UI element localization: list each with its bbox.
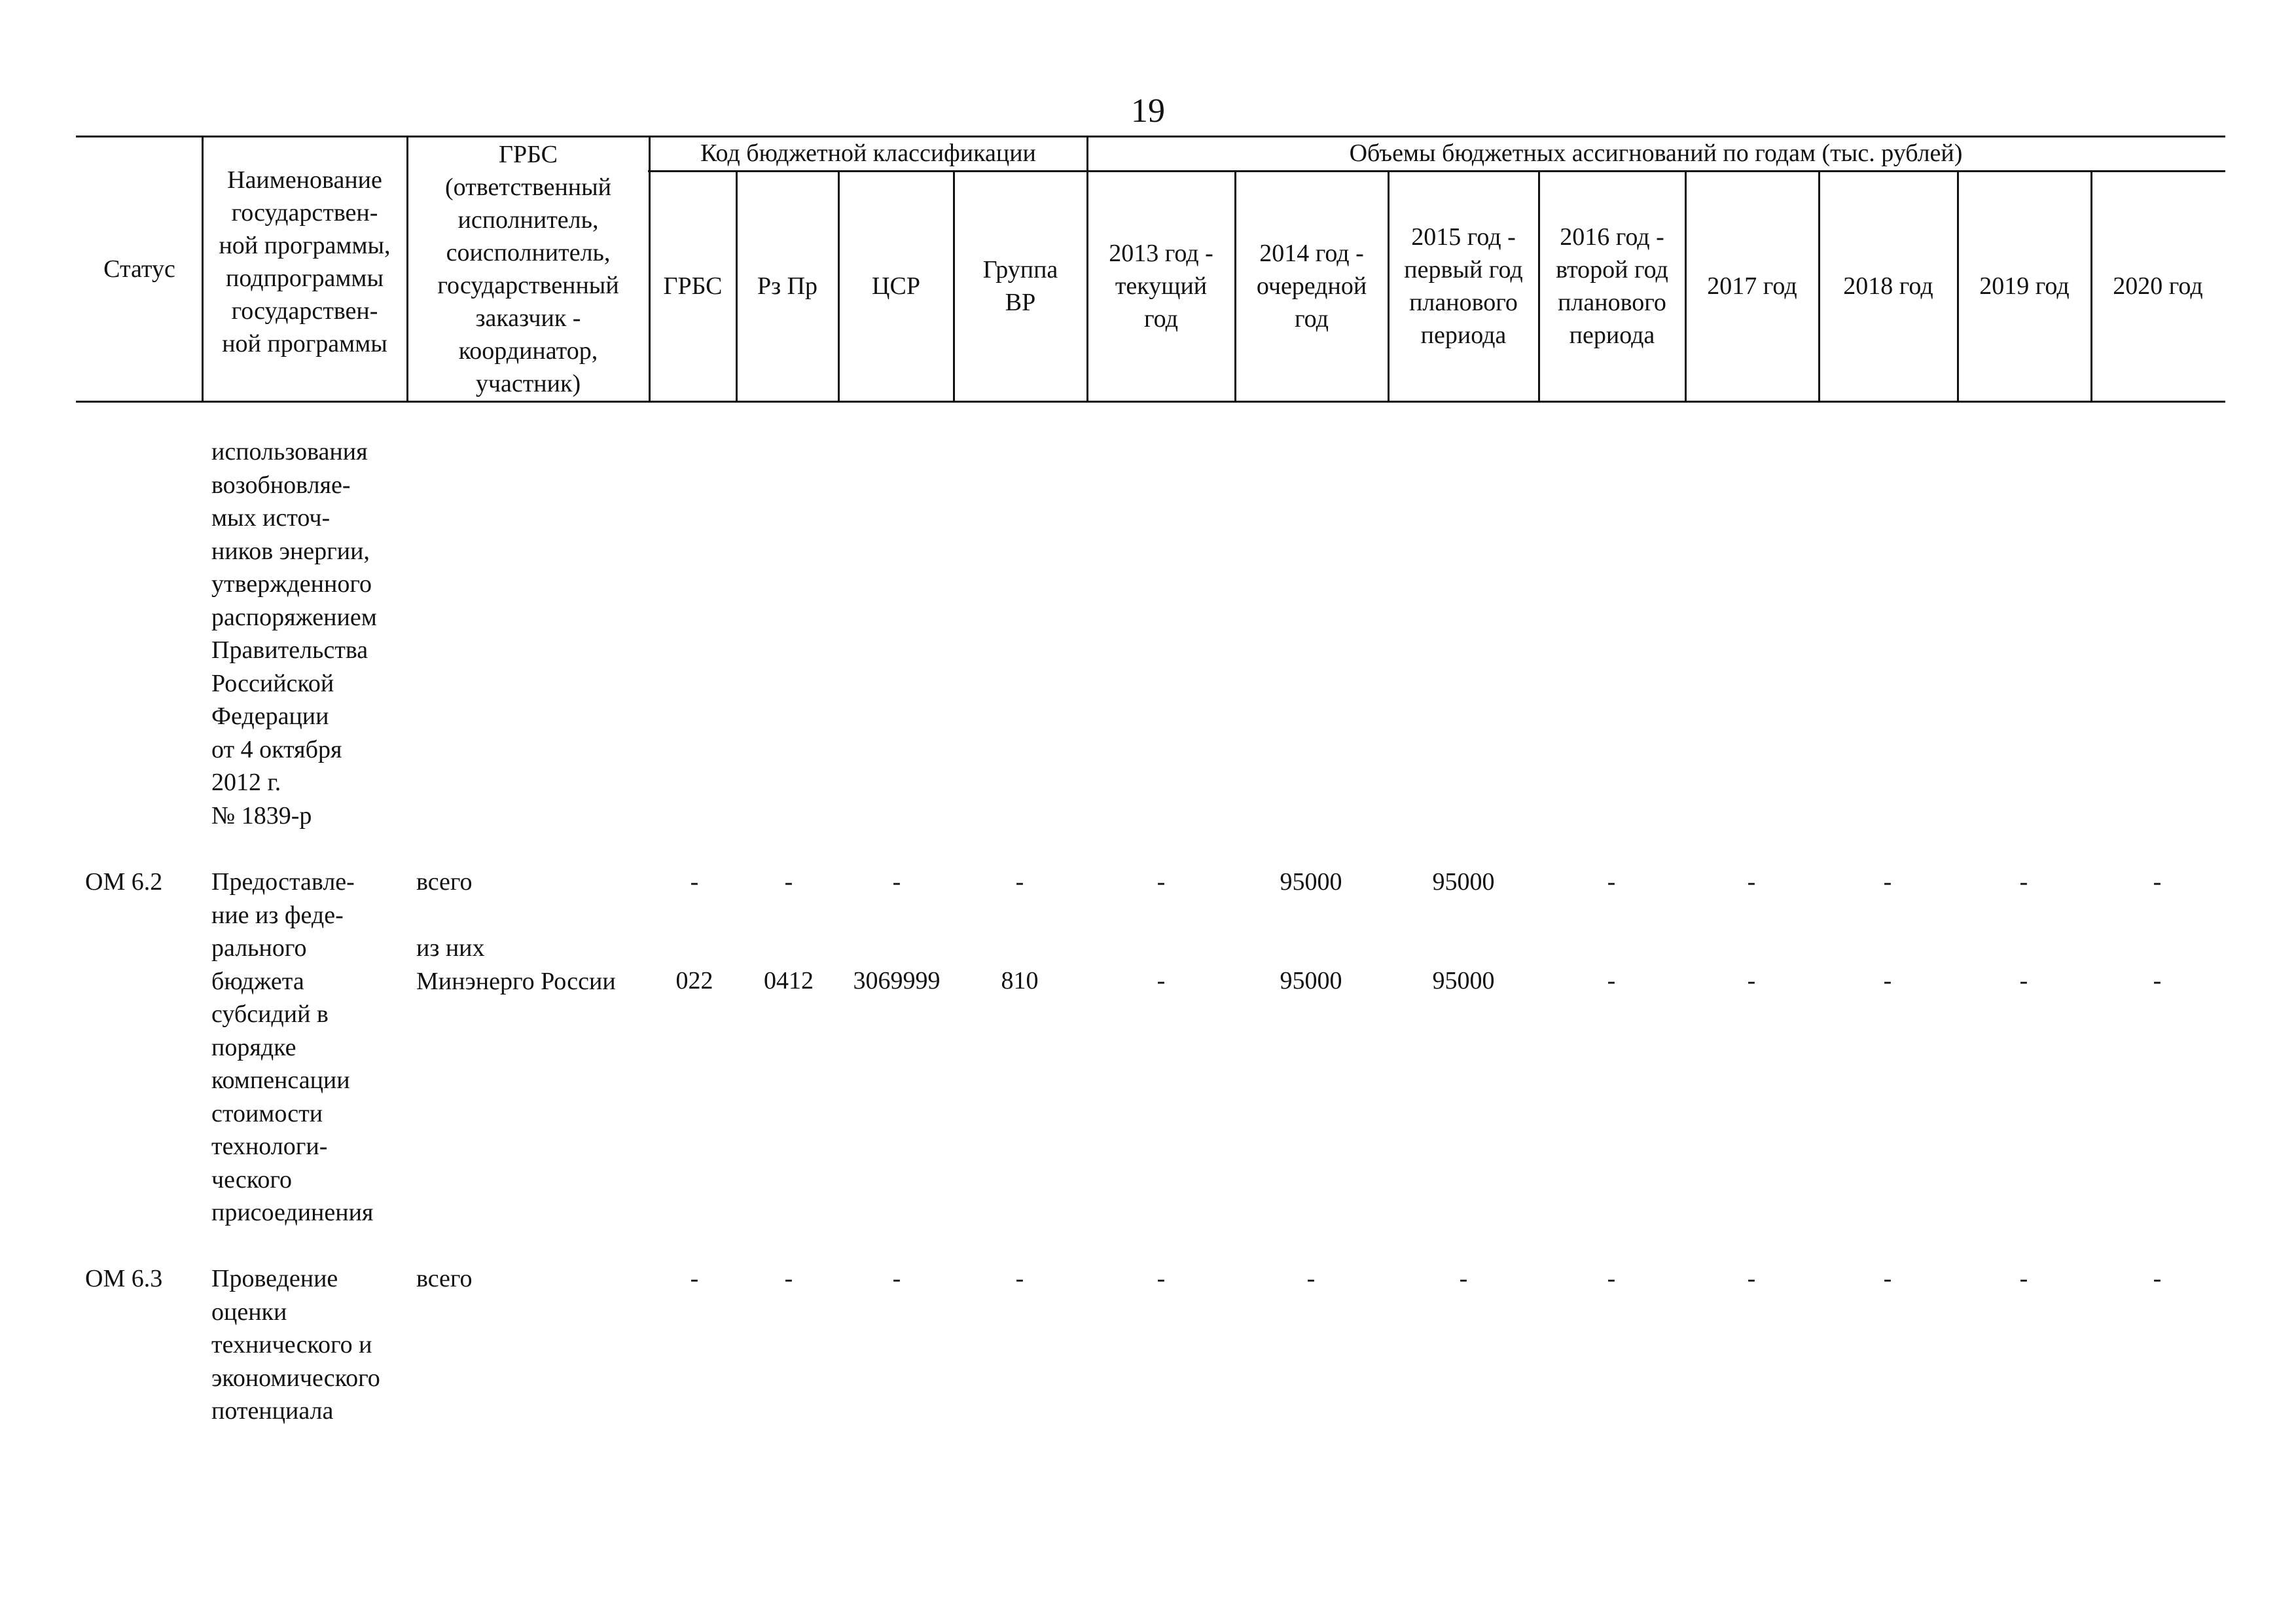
code-rzpr: - (784, 868, 793, 896)
header-budget-code-group: Код бюджетной классификации (700, 139, 1036, 167)
value-2016: - (1607, 1265, 1616, 1292)
code-vr: - (1015, 868, 1024, 896)
code-vr: 810 (1001, 967, 1039, 994)
code-csr: - (892, 868, 901, 896)
code-rzpr: - (784, 1265, 793, 1292)
value-2015: 95000 (1432, 868, 1495, 896)
header-code-grbs: ГРБС (663, 272, 723, 300)
row-status: ОМ 6.3 (85, 1265, 163, 1292)
value-2013: - (1157, 868, 1166, 896)
value-2020: - (2153, 868, 2162, 896)
header-appropriations-group: Объемы бюджетных ассигнований по годам (тыс. рублей) (1349, 139, 1963, 167)
value-2020: - (2153, 967, 2162, 994)
grbs-label-total: всего (416, 868, 473, 896)
header-code-csr: ЦСР (872, 272, 920, 300)
value-2016: - (1607, 967, 1616, 994)
value-2015: 95000 (1432, 967, 1495, 994)
header-year-2014: 2014 год - очередной год (1256, 240, 1367, 333)
header-year-2015: 2015 год - первый год планового периода (1404, 223, 1523, 349)
header-year-2013: 2013 год - текущий год (1109, 240, 1213, 333)
value-2014: 95000 (1280, 868, 1342, 896)
header-year-2018: 2018 год (1843, 272, 1933, 300)
row-program-name: Предоставле- ние из феде- рального бюджета субсидий в порядке компенсации стоимости технологи- ческого присоединения (211, 868, 374, 1226)
row-program-name: Проведение оценки технического и экономического потенциала (211, 1265, 380, 1425)
value-2014: 95000 (1280, 967, 1342, 994)
value-2013: - (1157, 1265, 1166, 1292)
page-number: 19 (1131, 92, 1165, 130)
value-2014: - (1306, 1265, 1316, 1292)
value-2020: - (2153, 1265, 2162, 1292)
code-grbs: - (690, 1265, 699, 1292)
value-2019: - (2019, 1265, 2028, 1292)
value-2019: - (2019, 967, 2028, 994)
grbs-label-ministry: из них Минэнерго России (416, 934, 616, 995)
code-csr: 3069999 (853, 967, 941, 994)
code-csr: - (892, 1265, 901, 1292)
header-grbs-responsible: ГРБС (ответственный исполнитель, соисполнитель, государственный заказчик - координатор, участник) (437, 141, 619, 397)
header-status: Статус (103, 255, 175, 283)
value-2017: - (1747, 1265, 1756, 1292)
value-2019: - (2019, 868, 2028, 896)
header-code-vr-group: Группа ВР (982, 256, 1058, 316)
value-2013: - (1157, 967, 1166, 994)
header-program-name: Наименование государствен- ной программы, подпрограммы государствен- ной программы (219, 166, 391, 357)
value-2016: - (1607, 868, 1616, 896)
value-2018: - (1883, 967, 1892, 994)
code-grbs: - (690, 868, 699, 896)
value-2018: - (1883, 868, 1892, 896)
continuation-text: использования возобновляе- мых источ- ников энергии, утвержденного распоряжением Правительства Российской Федерации от 4 октября 2012 г. № 1839-р (211, 438, 377, 830)
value-2017: - (1747, 967, 1756, 994)
header-year-2019: 2019 год (1979, 272, 2070, 300)
header-year-2016: 2016 год - второй год планового периода (1556, 223, 1668, 349)
header-year-2020: 2020 год (2113, 272, 2203, 300)
value-2015: - (1459, 1265, 1468, 1292)
code-rzpr: 0412 (764, 967, 814, 994)
value-2018: - (1883, 1265, 1892, 1292)
row-status: ОМ 6.2 (85, 868, 163, 896)
code-grbs: 022 (675, 967, 713, 994)
header-bottom-rule (76, 401, 2225, 403)
value-2017: - (1747, 868, 1756, 896)
header-code-rzpr: Рз Пр (757, 272, 818, 300)
header-year-2017: 2017 год (1707, 272, 1797, 300)
grbs-label-total: всего (416, 1265, 473, 1292)
code-vr: - (1015, 1265, 1024, 1292)
